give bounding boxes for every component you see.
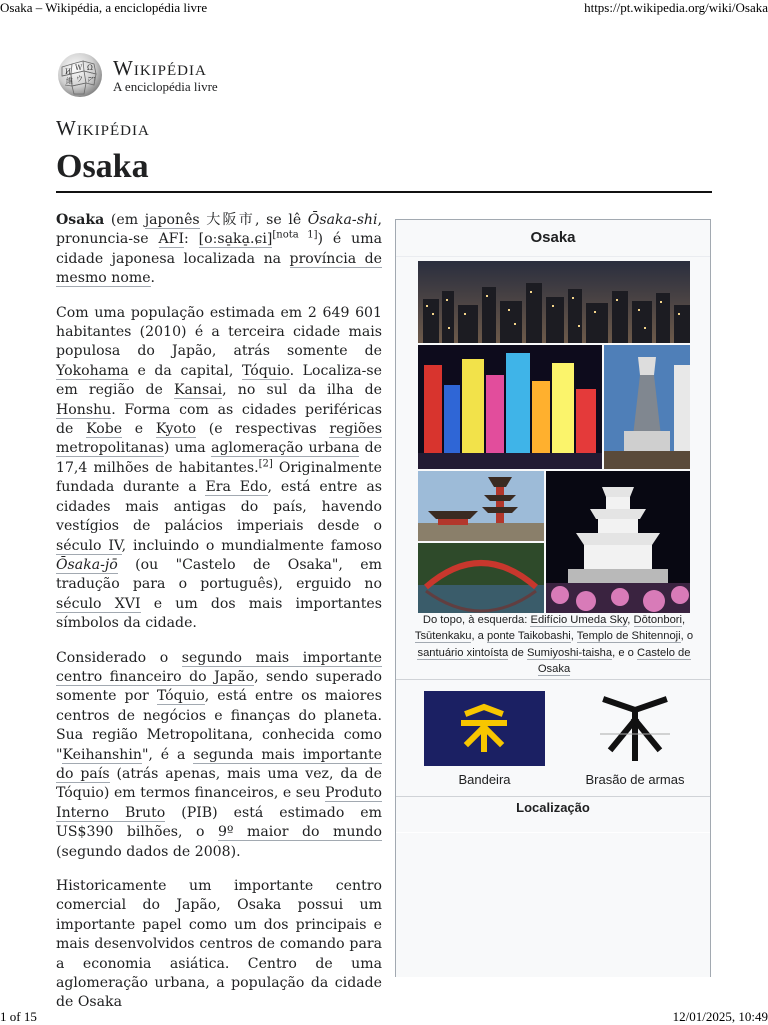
paragraph-text: Com uma população estimada em 2 649 601 habitantes (2010) é a terceira cidade mais populosa do Japão, atrás somente de <box>56 304 382 360</box>
svg-text:維: 維 <box>66 77 73 85</box>
paragraph-text: (e respectivas <box>196 421 330 438</box>
paragraph-text: ) é uma cidade japonesa localizada na <box>56 231 382 267</box>
paragraph-link[interactable]: Kansai <box>173 382 223 399</box>
svg-text:ウ: ウ <box>76 75 83 83</box>
caption-text: , o <box>680 630 694 643</box>
logo-tagline: A enciclopédia livre <box>113 78 218 94</box>
paragraph-link[interactable]: Keihanshin <box>62 746 142 763</box>
paragraph-link[interactable]: Kobe <box>86 421 123 438</box>
paragraph-text: , está entre as cidades mais antigas do país, havendo vestígios de palácios imperiais desde o <box>56 479 382 535</box>
paragraph-link[interactable]: Yokohama <box>56 362 129 379</box>
caption-text: , <box>627 614 634 626</box>
paragraph-text: (atrás apenas, mais uma vez, da de Tóquio) em termos financeiros, e seu <box>56 765 382 802</box>
svg-text:ויק: ויק <box>88 75 96 83</box>
paragraph-text: , incluindo o mundialmente famoso <box>121 537 382 554</box>
paragraph-text: , pronuncia-se <box>56 212 382 248</box>
paragraph-text: . <box>150 270 156 287</box>
logo-wordmark: Wikipédia <box>113 55 207 80</box>
montage-caption <box>406 612 702 678</box>
footnote-ref[interactable]: [nota 1] <box>272 229 318 241</box>
caption-text: , e o <box>612 646 638 659</box>
photo-umeda-sky <box>418 261 690 343</box>
svg-text:И: И <box>65 68 72 76</box>
caption-link[interactable]: ponte Taikobashi <box>487 630 571 643</box>
paragraph-text: Considerado o <box>56 649 182 666</box>
footnote-ref[interactable]: [2] <box>258 458 273 470</box>
paragraph-text: , sendo superado somente por <box>56 668 382 705</box>
caption-link[interactable]: Sumiyoshi-taisha <box>526 646 613 659</box>
paragraph-bold: Osaka <box>56 212 105 228</box>
coat-of-arms-image[interactable] <box>600 692 670 766</box>
wikipedia-logo[interactable] <box>56 52 218 98</box>
paragraph-text: e um dos mais importantes símbolos da cidade. <box>56 595 382 632</box>
flag-label: Bandeira <box>458 772 511 787</box>
paragraph-link[interactable]: Kyoto <box>155 421 197 438</box>
paragraph-link[interactable]: Honshu <box>56 401 112 418</box>
caption-link[interactable]: Tsūtenkaku <box>414 630 472 643</box>
wikipedia-globe-icon <box>56 52 104 98</box>
paragraph-link[interactable]: Ōsaka-jō <box>56 556 118 573</box>
infobox <box>395 219 711 977</box>
paragraph-link[interactable]: segunda mais importante do país <box>56 746 383 782</box>
paragraph-link[interactable]: Produto Interno Bruto <box>56 785 382 821</box>
article-paragraph <box>56 877 382 1013</box>
caption-text: , <box>570 630 577 643</box>
page-count: 1 of 15 <box>0 1009 37 1024</box>
wordmark-secondary: Wikipédia <box>56 116 150 140</box>
article-paragraph <box>56 211 382 289</box>
caption-link[interactable]: santuário xintoísta <box>417 646 509 659</box>
title-divider <box>56 191 712 193</box>
infobox-map-area <box>396 832 710 833</box>
browser-page-title: Osaka – Wikipédia, a enciclopédia livre <box>0 0 208 15</box>
flag-image[interactable] <box>424 691 545 766</box>
photo-osaka-castle <box>546 471 690 613</box>
caption-text: de <box>508 646 527 659</box>
city-photo-montage[interactable] <box>418 261 690 613</box>
paragraph-link[interactable]: aglomeração urbana <box>211 440 360 457</box>
svg-text:Ω: Ω <box>87 64 93 72</box>
paragraph-link[interactable]: AFI <box>158 231 185 248</box>
paragraph-text: de 17,4 milhões de habitantes. <box>56 440 382 476</box>
paragraph-text: Historicamente um importante centro comercial do Japão, Osaka possui um importante papel como um dos principais e mais desenvolvidos centros de comando para a economia asiática. Centro de uma aglomeração urbana, a população da cidade de Osaka <box>56 878 382 1011</box>
caption-link[interactable]: Edifício Umeda Sky <box>530 614 628 626</box>
paragraph-link[interactable]: Tóquio <box>241 362 290 379</box>
paragraph-text: : <box>184 231 199 248</box>
paragraph-text: ) uma <box>163 440 212 457</box>
paragraph-link[interactable]: Tóquio <box>156 688 205 705</box>
paragraph-text: (PIB) está estimado em US$390 bilhões, o <box>56 804 383 841</box>
photo-shitennoji <box>418 471 544 541</box>
photo-taikobashi <box>418 543 544 613</box>
browser-url[interactable]: https://pt.wikipedia.org/wiki/Osaka <box>584 0 768 15</box>
caption-text: , a <box>471 630 488 643</box>
paragraph-text: , no sul da ilha de <box>222 382 382 399</box>
paragraph-text: . Localiza-se em região de <box>56 362 382 399</box>
paragraph-text: 大阪市, se lê <box>199 212 308 228</box>
paragraph-link[interactable]: [oːsa̠ka̠.ɕi] <box>198 231 273 248</box>
infobox-title: Osaka <box>396 220 710 257</box>
paragraph-link[interactable]: província de mesmo nome <box>56 250 382 287</box>
page-title: Osaka <box>56 148 149 185</box>
paragraph-link[interactable]: japonês <box>144 212 200 228</box>
article-paragraph <box>56 649 382 862</box>
photo-dotonbori <box>418 345 602 469</box>
coat-of-arms-label: Brasão de armas <box>585 772 685 787</box>
caption-link[interactable]: Castelo de Osaka <box>537 646 691 676</box>
paragraph-text: ", é a <box>141 746 194 763</box>
paragraph-text: e <box>122 421 156 438</box>
infobox-divider <box>396 679 710 680</box>
caption-text: Do topo, à esquerda: <box>422 614 531 626</box>
article-body <box>56 211 383 1011</box>
caption-text: , <box>682 614 686 626</box>
paragraph-text: , está entre os maiores centros de negócios e finanças do planeta. Sua região Metropolitana, conhecida como " <box>56 688 382 763</box>
photo-tsutenkaku <box>604 345 690 469</box>
paragraph-text: (ou "Castelo de Osaka", em tradução para o português), erguido no <box>56 556 382 593</box>
paragraph-link[interactable]: regiões metropolitanas <box>56 421 382 457</box>
paragraph-link[interactable]: segundo mais importante centro financeiro do Japão <box>56 649 382 685</box>
paragraph-link[interactable]: século XVI <box>56 595 141 612</box>
paragraph-text: e da capital, <box>128 362 242 379</box>
paragraph-text: (em <box>104 212 145 228</box>
infobox-divider <box>396 796 710 797</box>
paragraph-text: Ōsaka-shi <box>307 212 378 228</box>
paragraph-text: . Forma com as cidades periféricas de <box>56 401 382 438</box>
paragraph-text: Originalmente fundada durante a <box>56 459 382 496</box>
paragraph-text: (segundo dados de 2008). <box>56 843 241 860</box>
print-datetime: 12/01/2025, 10:49 <box>672 1009 768 1024</box>
paragraph-link[interactable]: século IV <box>56 537 122 554</box>
caption-link[interactable]: Templo de Shitennoji <box>576 630 681 643</box>
location-header: Localização <box>516 800 590 815</box>
paragraph-link[interactable]: 9º maior do mundo <box>217 824 382 841</box>
article-paragraph <box>56 304 382 634</box>
paragraph-link[interactable]: Era Edo <box>205 479 268 496</box>
caption-link[interactable]: Dōtonbori <box>633 614 683 626</box>
svg-text:W: W <box>75 64 83 72</box>
